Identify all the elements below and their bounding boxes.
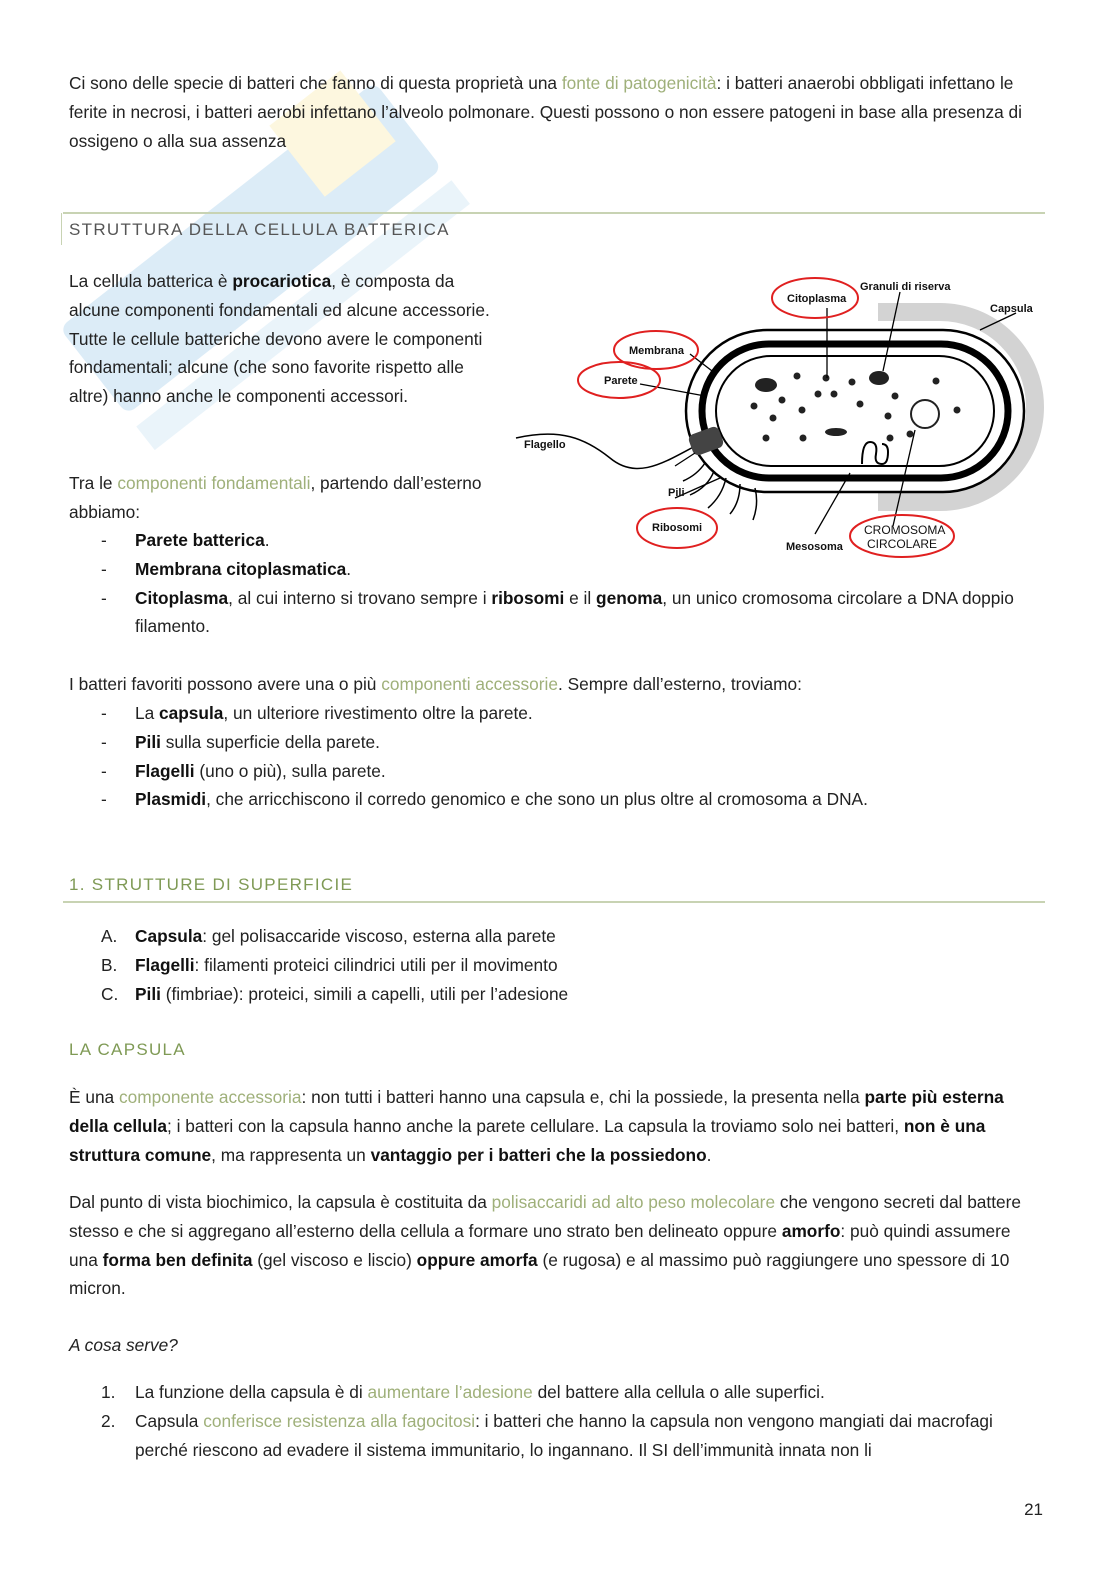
heading-top-rule <box>63 212 1045 214</box>
label-pili: Pili <box>668 487 685 499</box>
label-flagello: Flagello <box>524 439 566 451</box>
heading-underline <box>63 901 1045 903</box>
list-item: 2. Capsula conferisce resistenza alla fagocitosi: i batteri che hanno la capsula non vengono mangiati dai macrofagi perché riescono ad evadere il sistema immunitario, lo ingannano. Il SI dell’immunità innata non li <box>101 1410 993 1460</box>
struttura-paragraph-2: Tra le componenti fondamentali, partendo dall’esterno abbiamo: <box>69 473 482 522</box>
label-membrana: Membrana <box>629 345 685 357</box>
list-item: C. Pili (fimbriae): proteici, simili a capelli, utili per l’adesione <box>101 983 569 1004</box>
label-mesosoma: Mesosoma <box>786 541 843 553</box>
fundamental-components-list <box>69 526 1044 641</box>
bacterial-cell-diagram <box>500 268 1045 568</box>
struttura-paragraph-1: La cellula batterica è procariotica, è composta da alcune componenti fondamentali ed alcune accessorie. Tutte le cellule batteriche devono avere le componenti fondamentali; alcune (che sono favorite rispetto alle altre) hanno anche le componenti accessori. <box>69 271 490 407</box>
granule <box>755 378 777 392</box>
list-item: - La capsula, un ulteriore rivestimento oltre la parete. <box>101 703 533 723</box>
capsula-uses-list <box>69 1378 1044 1464</box>
intro-paragraph: Ci sono delle specie di batteri che fanno di questa proprietà una fonte di patogenicità: i batteri anaerobi obbligati infettano le ferite in necrosi, i batteri aerobi infettano l’alveolo polmonare. Questi possono o non essere patogeni in base alla presenza di ossigeno o alla sua assenza <box>69 73 1022 151</box>
granule <box>825 428 847 436</box>
page-number: 21 <box>1024 1500 1043 1519</box>
label-parete: Parete <box>604 375 638 387</box>
list-item: A. Capsula: gel polisaccaride viscoso, esterna alla parete <box>101 926 556 946</box>
section-heading-capsula: LA CAPSULA <box>69 1040 186 1059</box>
label-ribosomi: Ribosomi <box>652 522 703 534</box>
label-citoplasma: Citoplasma <box>787 293 847 305</box>
label-cromosoma-line1: CROMOSOMA <box>864 523 946 537</box>
heading-left-rule <box>61 213 62 245</box>
granule <box>869 371 889 385</box>
capsula-question: A cosa serve? <box>69 1335 178 1355</box>
list-item: - Parete batterica. <box>101 530 270 550</box>
label-granuli: Granuli di riserva <box>860 281 951 293</box>
list-item: - Flagelli (uno o più), sulla parete. <box>101 760 386 781</box>
capsula-paragraph-2: Dal punto di vista biochimico, la capsula è costituita da polisaccaridi ad alto peso molecolare che vengono secreti dal battere stesso e che si aggregano all’esterno della cellula a formare uno strato ben delineato oppure amorfo: può quindi assumere una forma ben definita (gel viscoso e liscio) oppure amorfa (e rugosa) e al massimo può raggiungere uno spessore di 10 micron. <box>69 1192 1021 1299</box>
list-item: - Membrana citoplasmatica. <box>101 558 352 579</box>
capsula-paragraph-1: È una componente accessoria: non tutti i batteri hanno una capsula e, chi la possiede, la presenta nella parte più esterna della cellula; i batteri con la capsula hanno anche la parete cellulare. La capsula la troviamo solo nei batteri, non è una struttura comune, ma rappresenta un vantaggio per i batteri che la possiedono. <box>69 1087 1004 1165</box>
label-cromosoma-line2: CIRCOLARE <box>867 537 938 551</box>
list-item: - Pili sulla superficie della parete. <box>101 731 380 752</box>
surface-structures-list <box>69 922 1044 1008</box>
section-heading-struttura: STRUTTURA DELLA CELLULA BATTERICA <box>69 220 450 239</box>
list-item: - Plasmidi, che arricchiscono il corredo genomico e che sono un plus oltre al cromosoma a DNA. <box>101 789 868 810</box>
section-heading-superficie: 1. STRUTTURE DI SUPERFICIE <box>69 875 354 894</box>
highlight-term: fonte di patogenicità <box>561 73 717 93</box>
list-item: 1. La funzione della capsula è di aumentare l’adesione del battere alla cellula o alle superfici. <box>101 1382 825 1402</box>
label-capsula: Capsula <box>990 303 1033 315</box>
list-item: - Citoplasma, al cui interno si trovano sempre i ribosomi e il genoma, un unico cromosoma circolare a DNA doppio filamento. <box>101 587 1014 637</box>
accessory-components-list <box>69 699 1044 814</box>
struttura-paragraph-3: I batteri favoriti possono avere una o più componenti accessorie. Sempre dall’esterno, troviamo: <box>69 674 802 694</box>
list-item: B. Flagelli: filamenti proteici cilindrici utili per il movimento <box>101 954 558 975</box>
